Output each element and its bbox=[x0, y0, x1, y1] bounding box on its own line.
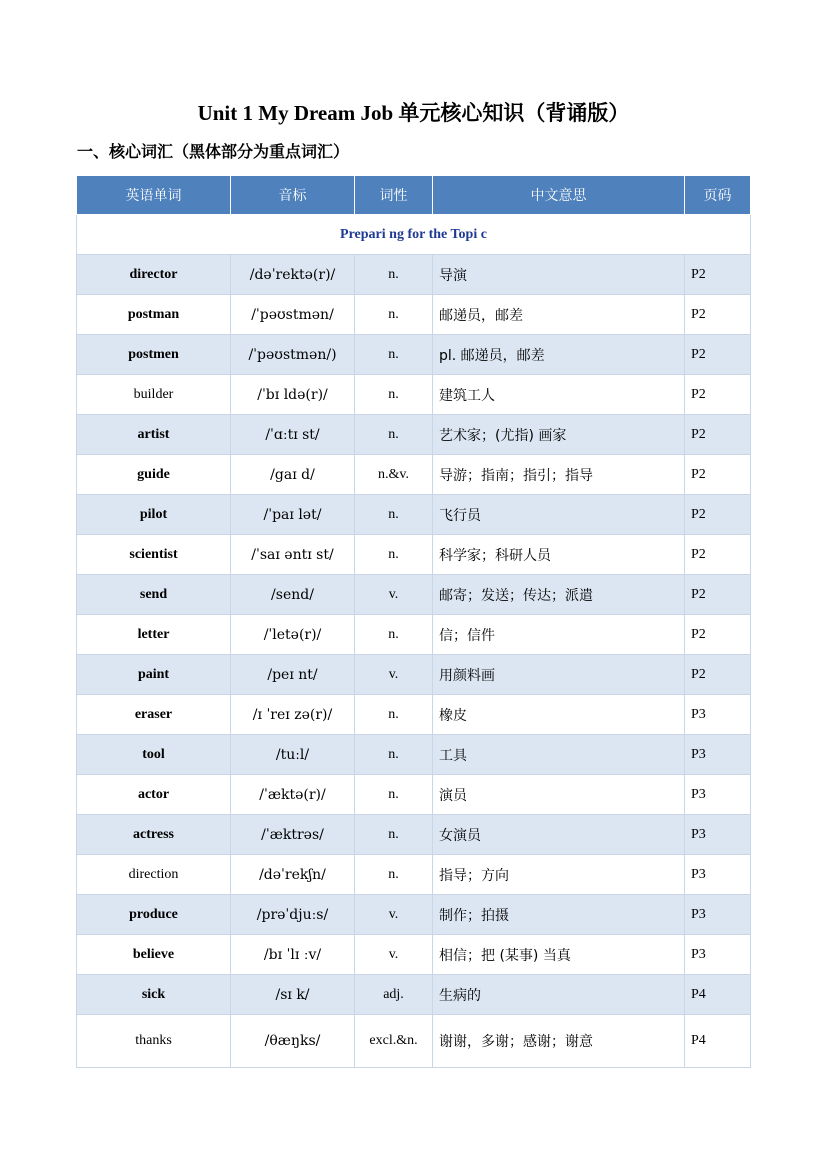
part-of-speech-cell: n. bbox=[355, 735, 433, 775]
table-row bbox=[77, 735, 751, 775]
phonetic-cell: /ɪ ˈreɪ zə(r)/ bbox=[231, 695, 355, 735]
phonetic-cell: /ˈletə(r)/ bbox=[231, 615, 355, 655]
page-cell: P4 bbox=[685, 975, 751, 1015]
word-cell: scientist bbox=[77, 535, 231, 575]
page-cell: P3 bbox=[685, 695, 751, 735]
page-cell: P2 bbox=[685, 615, 751, 655]
word-cell: postmen bbox=[77, 335, 231, 375]
meaning-cell: 橡皮 bbox=[433, 695, 685, 735]
table-row bbox=[77, 415, 751, 455]
part-of-speech-cell: n. bbox=[355, 775, 433, 815]
table-row bbox=[77, 975, 751, 1015]
table-row bbox=[77, 815, 751, 855]
word-cell: director bbox=[77, 255, 231, 295]
word-cell: send bbox=[77, 575, 231, 615]
table-row bbox=[77, 695, 751, 735]
page-cell: P3 bbox=[685, 935, 751, 975]
meaning-cell: 建筑工人 bbox=[433, 375, 685, 415]
page-cell: P3 bbox=[685, 735, 751, 775]
part-of-speech-cell: v. bbox=[355, 575, 433, 615]
meaning-cell: 谢谢，多谢；感谢；谢意 bbox=[433, 1015, 685, 1068]
meaning-cell: 演员 bbox=[433, 775, 685, 815]
word-cell: pilot bbox=[77, 495, 231, 535]
table-row bbox=[77, 935, 751, 975]
word-cell: artist bbox=[77, 415, 231, 455]
phonetic-cell: /sɪ k/ bbox=[231, 975, 355, 1015]
word-cell: actress bbox=[77, 815, 231, 855]
meaning-cell: 相信；把 (某事) 当真 bbox=[433, 935, 685, 975]
meaning-cell: 导演 bbox=[433, 255, 685, 295]
phonetic-cell: /ˈæktrəs/ bbox=[231, 815, 355, 855]
table-row bbox=[77, 535, 751, 575]
table-row bbox=[77, 895, 751, 935]
word-cell: thanks bbox=[77, 1015, 231, 1068]
meaning-cell: 导游；指南；指引；指导 bbox=[433, 455, 685, 495]
part-of-speech-cell: v. bbox=[355, 895, 433, 935]
page-cell: P3 bbox=[685, 815, 751, 855]
meaning-cell: 指导；方向 bbox=[433, 855, 685, 895]
table-row bbox=[77, 1015, 751, 1068]
word-cell: guide bbox=[77, 455, 231, 495]
meaning-cell: 飞行员 bbox=[433, 495, 685, 535]
subsection-row bbox=[77, 215, 751, 255]
word-cell: letter bbox=[77, 615, 231, 655]
phonetic-cell: /ˈɑːtɪ st/ bbox=[231, 415, 355, 455]
page-cell: P2 bbox=[685, 535, 751, 575]
meaning-cell: 邮递员，邮差 bbox=[433, 295, 685, 335]
word-cell: builder bbox=[77, 375, 231, 415]
part-of-speech-cell: v. bbox=[355, 655, 433, 695]
page-cell: P2 bbox=[685, 375, 751, 415]
column-header-phonetic: 音标 bbox=[231, 176, 355, 215]
phonetic-cell: /gaɪ d/ bbox=[231, 455, 355, 495]
column-header-meaning: 中文意思 bbox=[433, 176, 685, 215]
meaning-cell: 信；信件 bbox=[433, 615, 685, 655]
part-of-speech-cell: n. bbox=[355, 255, 433, 295]
meaning-cell: 用颜料画 bbox=[433, 655, 685, 695]
table-row bbox=[77, 255, 751, 295]
part-of-speech-cell: n. bbox=[355, 335, 433, 375]
part-of-speech-cell: adj. bbox=[355, 975, 433, 1015]
phonetic-cell: /ˈpəʊstmən/) bbox=[231, 335, 355, 375]
table-row bbox=[77, 295, 751, 335]
part-of-speech-cell: v. bbox=[355, 935, 433, 975]
phonetic-cell: /dəˈrektə(r)/ bbox=[231, 255, 355, 295]
phonetic-cell: /ˈbɪ ldə(r)/ bbox=[231, 375, 355, 415]
word-cell: sick bbox=[77, 975, 231, 1015]
subsection-label: Prepari ng for the Topi c bbox=[77, 215, 751, 255]
meaning-cell: 工具 bbox=[433, 735, 685, 775]
part-of-speech-cell: n.&v. bbox=[355, 455, 433, 495]
page-cell: P2 bbox=[685, 335, 751, 375]
word-cell: produce bbox=[77, 895, 231, 935]
part-of-speech-cell: n. bbox=[355, 695, 433, 735]
phonetic-cell: /tuːl/ bbox=[231, 735, 355, 775]
meaning-cell: pl. 邮递员，邮差 bbox=[433, 335, 685, 375]
word-cell: actor bbox=[77, 775, 231, 815]
part-of-speech-cell: n. bbox=[355, 295, 433, 335]
page-cell: P2 bbox=[685, 255, 751, 295]
section-title: 一、核心词汇（黑体部分为重点词汇） bbox=[77, 142, 350, 161]
phonetic-cell: /peɪ nt/ bbox=[231, 655, 355, 695]
table-body bbox=[77, 215, 751, 1068]
meaning-cell: 生病的 bbox=[433, 975, 685, 1015]
word-cell: tool bbox=[77, 735, 231, 775]
page-cell: P3 bbox=[685, 855, 751, 895]
meaning-cell: 邮寄；发送；传达；派遣 bbox=[433, 575, 685, 615]
table-row bbox=[77, 575, 751, 615]
page-cell: P4 bbox=[685, 1015, 751, 1068]
word-cell: direction bbox=[77, 855, 231, 895]
table-row bbox=[77, 615, 751, 655]
column-header-page: 页码 bbox=[685, 176, 751, 215]
phonetic-cell: /prəˈdjuːs/ bbox=[231, 895, 355, 935]
word-cell: paint bbox=[77, 655, 231, 695]
page-cell: P2 bbox=[685, 575, 751, 615]
page-cell: P2 bbox=[685, 415, 751, 455]
phonetic-cell: /ˈæktə(r)/ bbox=[231, 775, 355, 815]
page-cell: P2 bbox=[685, 455, 751, 495]
table-row bbox=[77, 375, 751, 415]
phonetic-cell: /ˈpaɪ lət/ bbox=[231, 495, 355, 535]
meaning-cell: 女演员 bbox=[433, 815, 685, 855]
phonetic-cell: /send/ bbox=[231, 575, 355, 615]
part-of-speech-cell: n. bbox=[355, 535, 433, 575]
page-cell: P2 bbox=[685, 495, 751, 535]
page-cell: P3 bbox=[685, 895, 751, 935]
column-header-word: 英语单词 bbox=[77, 176, 231, 215]
table-row bbox=[77, 455, 751, 495]
phonetic-cell: /bɪ ˈlɪ ːv/ bbox=[231, 935, 355, 975]
phonetic-cell: /θæŋks/ bbox=[231, 1015, 355, 1068]
part-of-speech-cell: n. bbox=[355, 495, 433, 535]
part-of-speech-cell: n. bbox=[355, 415, 433, 455]
word-cell: believe bbox=[77, 935, 231, 975]
meaning-cell: 制作；拍摄 bbox=[433, 895, 685, 935]
word-cell: postman bbox=[77, 295, 231, 335]
part-of-speech-cell: n. bbox=[355, 375, 433, 415]
word-cell: eraser bbox=[77, 695, 231, 735]
vocabulary-table bbox=[76, 175, 751, 1068]
page-cell: P3 bbox=[685, 775, 751, 815]
table-row bbox=[77, 775, 751, 815]
phonetic-cell: /ˈsaɪ əntɪ st/ bbox=[231, 535, 355, 575]
table-row bbox=[77, 855, 751, 895]
page-title: Unit 1 My Dream Job 单元核心知识（背诵版） bbox=[197, 101, 630, 125]
table-row bbox=[77, 335, 751, 375]
part-of-speech-cell: n. bbox=[355, 855, 433, 895]
part-of-speech-cell: n. bbox=[355, 615, 433, 655]
phonetic-cell: /dəˈrekʃn/ bbox=[231, 855, 355, 895]
meaning-cell: 科学家；科研人员 bbox=[433, 535, 685, 575]
phonetic-cell: /ˈpəʊstmən/ bbox=[231, 295, 355, 335]
table-row bbox=[77, 655, 751, 695]
page-cell: P2 bbox=[685, 295, 751, 335]
table-header-row bbox=[77, 176, 751, 215]
part-of-speech-cell: excl.&n. bbox=[355, 1015, 433, 1068]
meaning-cell: 艺术家；(尤指) 画家 bbox=[433, 415, 685, 455]
column-header-part-of-speech: 词性 bbox=[355, 176, 433, 215]
table-row bbox=[77, 495, 751, 535]
page-cell: P2 bbox=[685, 655, 751, 695]
part-of-speech-cell: n. bbox=[355, 815, 433, 855]
